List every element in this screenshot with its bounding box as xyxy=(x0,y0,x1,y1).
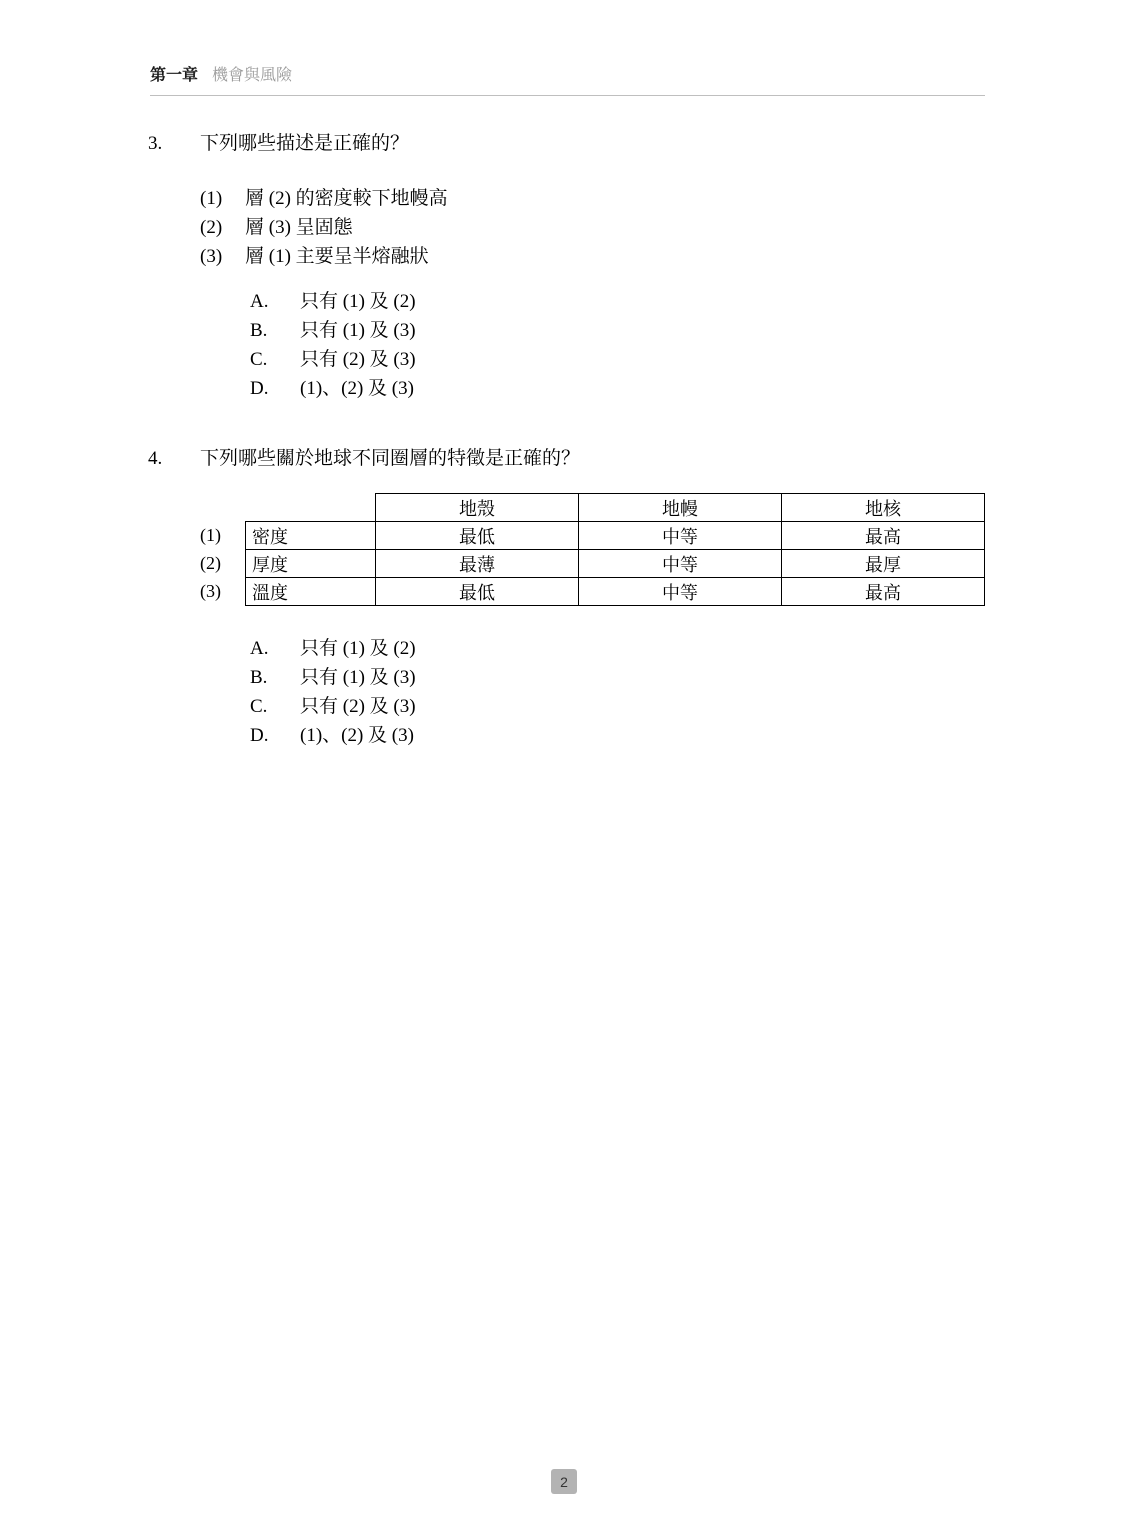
question-3-line xyxy=(148,130,998,158)
option-text: 只有 (1) 及 (2) xyxy=(300,638,416,659)
statement-item xyxy=(200,242,998,271)
option-text: 只有 (2) 及 (3) xyxy=(300,696,416,717)
option-item xyxy=(250,316,998,345)
table-col-header: 地核 xyxy=(782,494,985,522)
option-text: 只有 (1) 及 (2) xyxy=(300,291,416,312)
table-row-header: 溫度 xyxy=(246,578,376,606)
table-outer-labels xyxy=(200,493,245,606)
question-3-text: 下列哪些描述是正確的？ xyxy=(200,133,410,154)
option-label: B. xyxy=(250,667,268,688)
option-item xyxy=(250,663,998,692)
option-text: (1)、(2) 及 (3) xyxy=(300,725,414,746)
option-item xyxy=(250,721,998,750)
option-item xyxy=(250,634,998,663)
table-outer-label: (1) xyxy=(200,525,221,545)
option-text: 只有 (1) 及 (3) xyxy=(300,667,416,688)
q4-table xyxy=(245,493,985,606)
table-col-header: 地殼 xyxy=(376,494,579,522)
page-number-badge: 2 xyxy=(551,1469,577,1494)
statement-label: (3) xyxy=(200,246,223,267)
question-4-options xyxy=(250,634,998,750)
question-3-options xyxy=(250,287,998,403)
table-corner-blank xyxy=(246,494,376,522)
statement-label: (1) xyxy=(200,188,223,209)
q4-table-block xyxy=(200,493,998,606)
option-label: B. xyxy=(250,320,268,341)
table-cell: 最高 xyxy=(782,578,985,606)
option-label: C. xyxy=(250,349,268,370)
table-row xyxy=(246,578,985,606)
table-header-row xyxy=(246,494,985,522)
table-cell: 最高 xyxy=(782,522,985,550)
option-item xyxy=(250,345,998,374)
statement-text: 層 (3) 呈固態 xyxy=(245,217,353,238)
option-text: (1)、(2) 及 (3) xyxy=(300,378,414,399)
table-label-spacer xyxy=(200,493,245,521)
option-text: 只有 (1) 及 (3) xyxy=(300,320,416,341)
table-row xyxy=(246,522,985,550)
page-header xyxy=(150,66,985,96)
question-4 xyxy=(148,445,998,750)
chapter-title: 機會與風險 xyxy=(212,67,293,84)
question-3-statements xyxy=(200,184,998,271)
option-label: A. xyxy=(250,638,269,659)
table-cell: 最薄 xyxy=(376,550,579,578)
table-cell: 最厚 xyxy=(782,550,985,578)
question-4-number: 4. xyxy=(148,448,163,469)
table-cell: 最低 xyxy=(376,578,579,606)
chapter-label: 第一章 xyxy=(150,67,199,84)
statement-text: 層 (1) 主要呈半熔融狀 xyxy=(245,246,429,267)
table-col-header: 地幔 xyxy=(579,494,782,522)
question-3 xyxy=(148,130,998,403)
question-3-number: 3. xyxy=(148,133,163,154)
table-row-header: 密度 xyxy=(246,522,376,550)
option-item xyxy=(250,374,998,403)
question-4-line xyxy=(148,445,998,473)
question-4-text: 下列哪些關於地球不同圈層的特徵是正確的？ xyxy=(200,448,581,469)
table-row-header: 厚度 xyxy=(246,550,376,578)
option-label: D. xyxy=(250,725,269,746)
option-item xyxy=(250,692,998,721)
option-label: A. xyxy=(250,291,269,312)
table-outer-label: (2) xyxy=(200,553,221,573)
option-label: C. xyxy=(250,696,268,717)
table-cell: 中等 xyxy=(579,550,782,578)
table-cell: 中等 xyxy=(579,578,782,606)
table-outer-label: (3) xyxy=(200,581,221,601)
option-item xyxy=(250,287,998,316)
statement-text: 層 (2) 的密度較下地幔高 xyxy=(245,188,448,209)
option-text: 只有 (2) 及 (3) xyxy=(300,349,416,370)
page-content xyxy=(148,130,998,750)
statement-label: (2) xyxy=(200,217,223,238)
statement-item xyxy=(200,213,998,242)
table-cell: 中等 xyxy=(579,522,782,550)
option-label: D. xyxy=(250,378,269,399)
table-row xyxy=(246,550,985,578)
table-cell: 最低 xyxy=(376,522,579,550)
statement-item xyxy=(200,184,998,213)
